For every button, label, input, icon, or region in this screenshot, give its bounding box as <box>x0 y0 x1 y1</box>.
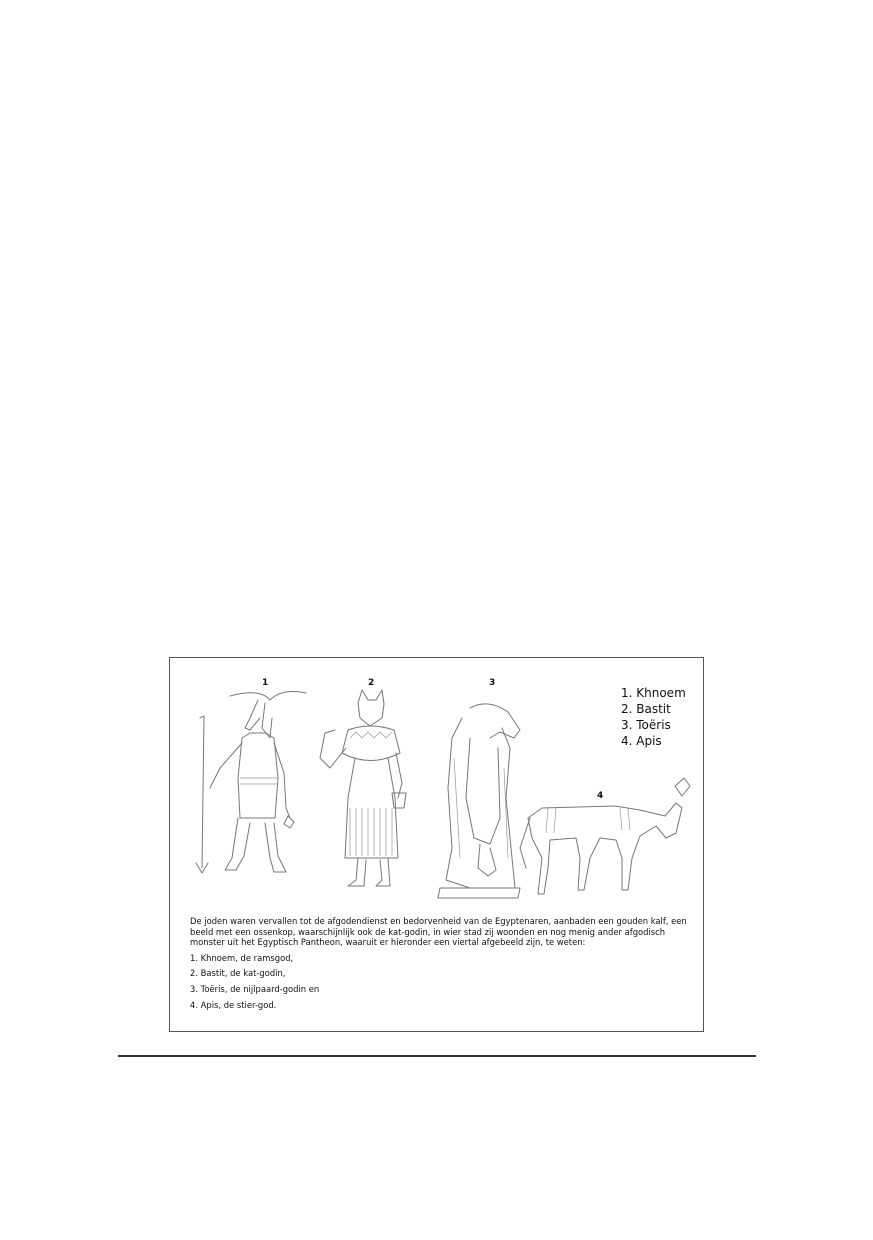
caption-item: 4. Apis, de stier-god. <box>190 999 277 1010</box>
apis-figure <box>520 778 690 894</box>
caption-intro: De joden waren vervallen tot de afgodendienst en bedorvenheid van de Egyptenaren, aanbaden een gouden kalf, een beeld met een ossenkop, waarschijnlijk ook de kat-godin, in wier stad zij woonden en nog menig ander afgodisch monster uit het Egyptisch Pantheon, waaruit er hieronder een viertal afgebeeld zijn, te weten: <box>190 916 687 948</box>
bastit-figure <box>320 690 406 886</box>
illustration-figure <box>169 657 704 1032</box>
figure-number-4: 4 <box>597 791 604 801</box>
figure-legend <box>621 685 686 749</box>
caption-item: 3. Toëris, de nijlpaard-godin en <box>190 983 320 994</box>
caption-item: 2. Bastit, de kat-godin, <box>190 968 286 979</box>
toeris-figure <box>438 704 520 898</box>
figure-number-3: 3 <box>489 678 496 688</box>
figure-number-1: 1 <box>262 678 269 688</box>
khnoem-figure <box>196 692 306 873</box>
legend-item: 4. Apis <box>621 734 662 748</box>
horizontal-rule <box>118 1055 756 1057</box>
legend-item: 1. Khnoem <box>621 686 686 700</box>
legend-item: 2. Bastit <box>621 702 671 716</box>
caption-item: 1. Khnoem, de ramsgod, <box>190 952 294 963</box>
figure-caption <box>190 916 690 1010</box>
figure-number-2: 2 <box>368 678 375 688</box>
legend-item: 3. Toëris <box>621 718 671 732</box>
